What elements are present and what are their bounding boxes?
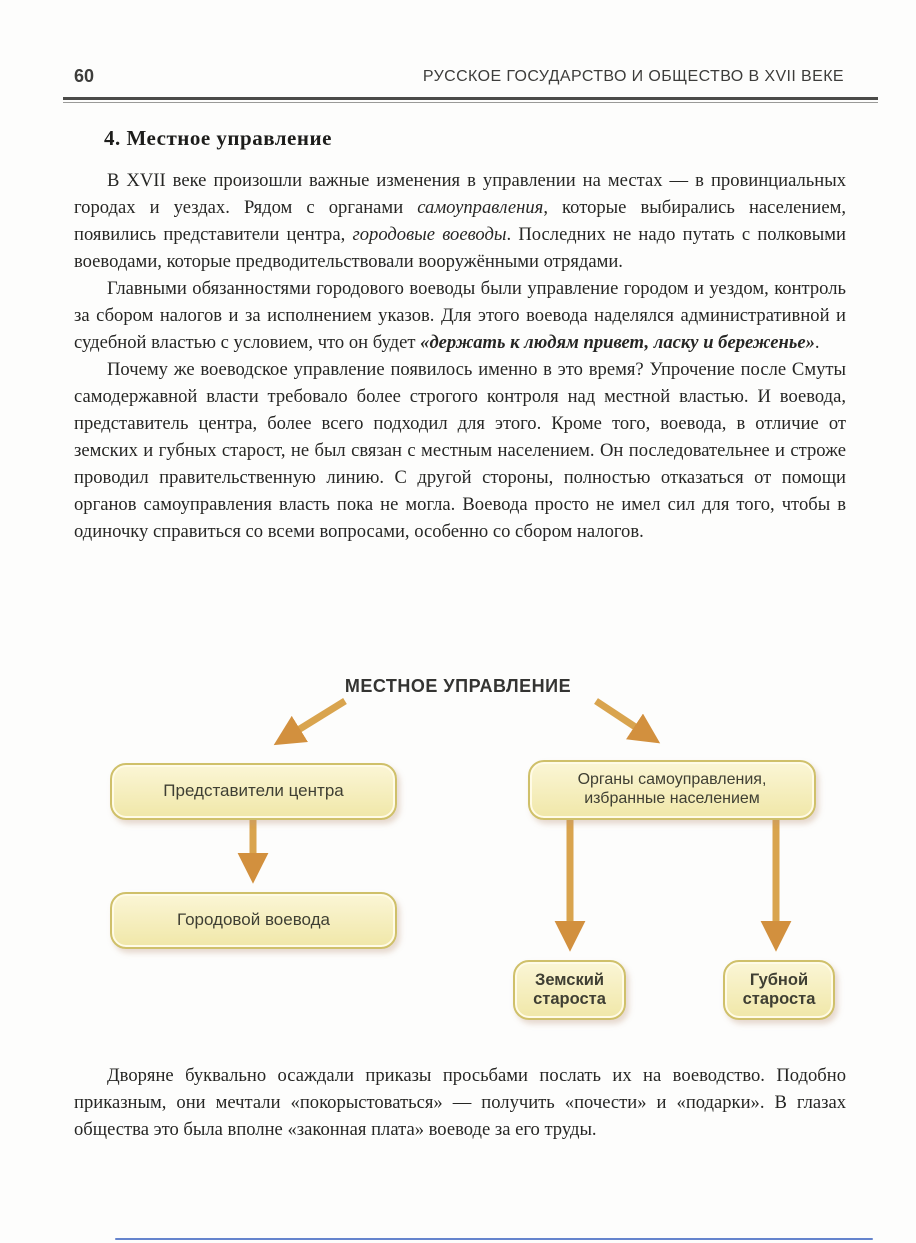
local-government-diagram bbox=[0, 668, 916, 1048]
p1-seg1: В XVII веке произошли важные изменения в управлении на местах — в провинциальных городах и уездах. Рядом с органами bbox=[74, 170, 846, 218]
box-center-label: Представители центра bbox=[163, 781, 344, 801]
diagram-box-city-voevoda bbox=[110, 892, 397, 949]
box-gubnoy-line2: староста bbox=[742, 990, 816, 1008]
diagram-box-gubnoy-starosta bbox=[723, 960, 835, 1020]
box-voevoda-label: Городовой воевода bbox=[177, 910, 330, 930]
header-rule-thick bbox=[63, 97, 878, 100]
arrow-title-to-selfgov-box bbox=[596, 701, 652, 738]
p2-seg3: . bbox=[814, 332, 820, 353]
p1-seg5: . Последних не надо путать с полковыми воеводами, которые предводительствовали вооружёнными отрядами. bbox=[74, 224, 846, 272]
running-title: РУССКОЕ ГОСУДАРСТВО И ОБЩЕСТВО В XVII ВЕКЕ bbox=[422, 68, 844, 85]
bottom-decorative-line bbox=[115, 1238, 873, 1240]
header-rule bbox=[63, 97, 878, 103]
p2-quote: «держать к людям привет, ласку и береженье» bbox=[420, 332, 815, 353]
page-number: 60 bbox=[74, 66, 95, 86]
paragraph-1 bbox=[74, 167, 846, 275]
box-gubnoy-line1: Губной bbox=[749, 970, 809, 989]
p1-italic-voevody: городовые воеводы bbox=[352, 224, 507, 245]
body-text-top bbox=[74, 167, 846, 545]
arrow-title-to-center-box bbox=[282, 701, 345, 740]
body-text-bottom bbox=[74, 1062, 846, 1143]
box-zemsky-line1: Земский bbox=[534, 970, 604, 989]
box-selfgov-line1: Органы самоуправления, bbox=[577, 771, 767, 789]
section-heading: 4. Местное управление bbox=[104, 126, 332, 150]
paragraph-3: Почему же воеводское управление появилось именно в это время? Упрочение после Смуты самодержавной власти требовало более строгого контроля над местной властью. И воевода, представитель центра, более всего подходил для этого. Кроме того, воевода, в отличие от земских и губных старост, не был связан с местным населением. Он последовательнее и строже проводил правительственную линию. С другой стороны, полностью отказаться от помощи органов самоуправления власть пока не могла. Воевода просто не имел сил для того, чтобы в одиночку справиться со всеми вопросами, особенно со сбором налогов. bbox=[74, 359, 846, 542]
diagram-box-self-government bbox=[528, 760, 816, 820]
box-selfgov-line2: избранные населением bbox=[584, 790, 760, 807]
p1-seg3: , которые выбирались населением, появились представители центра, bbox=[74, 197, 846, 245]
diagram-box-zemsky-starosta bbox=[513, 960, 626, 1020]
page-header bbox=[74, 66, 844, 90]
p1-italic-selfgov: самоуправления bbox=[417, 197, 544, 218]
diagram-title: МЕСТНОЕ УПРАВЛЕНИЕ bbox=[344, 676, 572, 696]
paragraph-4: Дворяне буквально осаждали приказы просьбами послать их на воеводство. Подобно приказным, они мечтали «покорыстоваться» — получить «почести» и «подарки». В глазах общества это была вполне «законная плата» воеводе за его труды. bbox=[74, 1065, 846, 1140]
diagram-box-center-representatives bbox=[110, 763, 397, 820]
header-rule-thin bbox=[63, 102, 878, 103]
p2-seg1: Главными обязанностями городового воеводы были управление городом и уездом, контроль за сбором налогов и за исполнением указов. Для этого воевода наделялся административной и судебной властью с условием, что он будет bbox=[74, 278, 846, 353]
box-zemsky-line2: староста bbox=[533, 990, 606, 1008]
paragraph-2 bbox=[74, 275, 846, 356]
